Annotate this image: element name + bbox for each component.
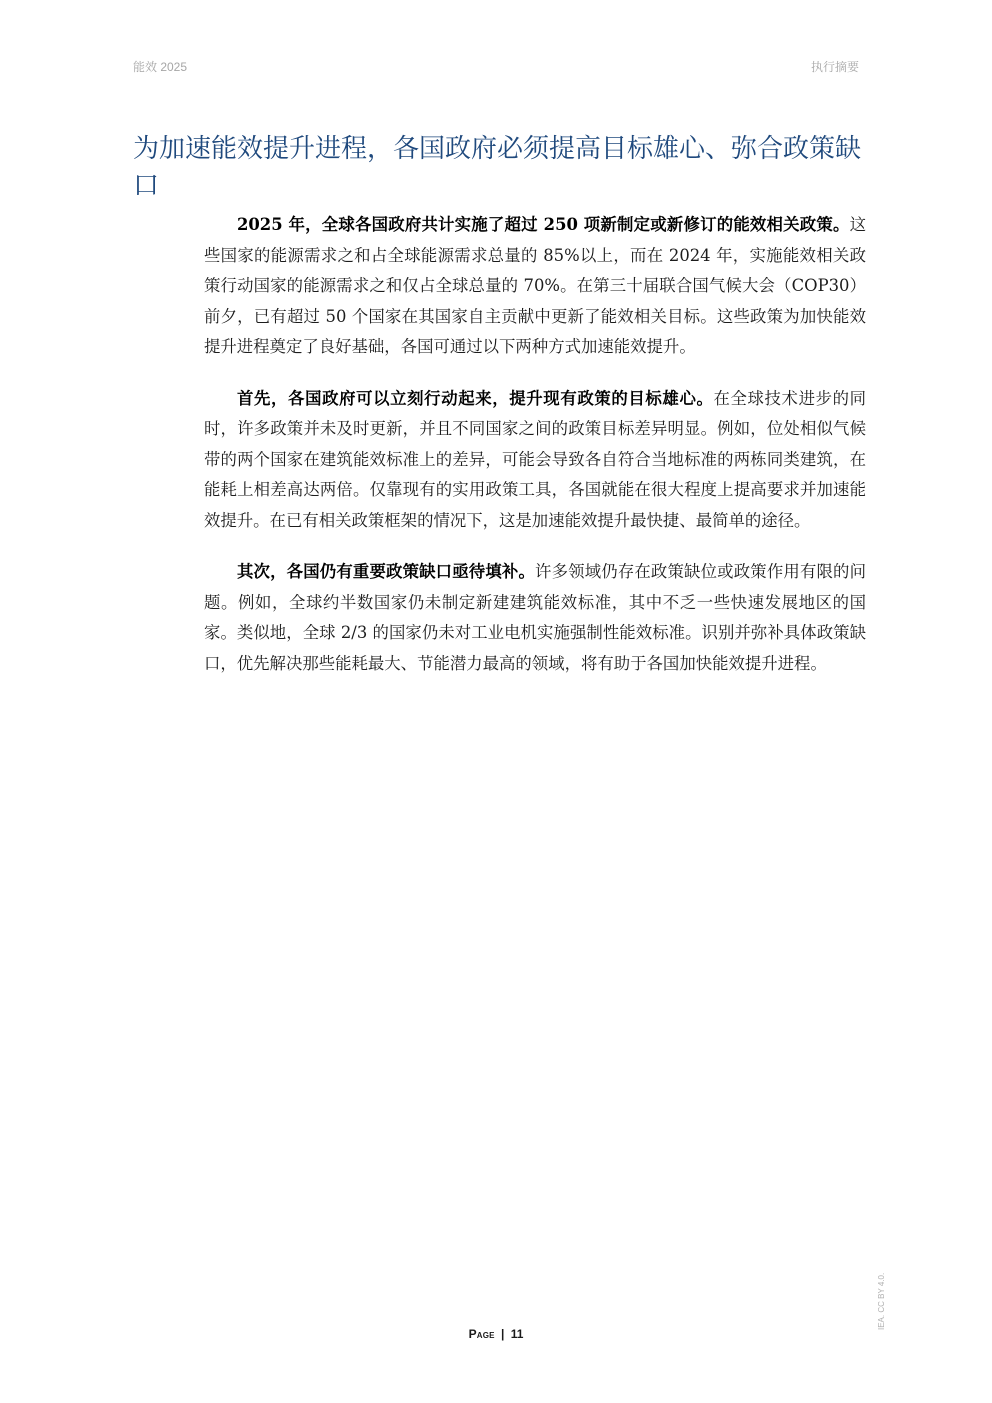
paragraph-text: 许多领域仍存在政策缺位或政策作用有限的问题。例如，全球约半数国家仍未制定新建建筑能效标准，其中不乏一些快速发展地区的国家。类似地，全球 2/3 的国家仍未对工业电机实施强制性能效标准。识别并弥补具体政策缺口，优先解决那些能耗最大、节能潜力最高的领域，将有助于各国加快能效提升进程。 xyxy=(204,562,867,673)
page-footer xyxy=(0,1327,992,1341)
body-text xyxy=(204,210,866,700)
paragraph xyxy=(204,384,866,537)
paragraph-text: 在全球技术进步的同时，许多政策并未及时更新，并且不同国家之间的政策目标差异明显。例如，位处相似气候带的两个国家在建筑能效标准上的差异，可能会导致各自符合当地标准的两栋同类建筑，在能耗上相差高达两倍。仅靠现有的实用政策工具，各国就能在很大程度上提高要求并加速能效提升。在已有相关政策框架的情况下，这是加速能效提升最快捷、最简单的途径。 xyxy=(204,388,867,530)
paragraph-lead: 首先，各国政府可以立刻行动起来，提升现有政策的目标雄心。 xyxy=(237,388,714,408)
page-label: Page xyxy=(468,1327,495,1341)
chapter-title: 执行摘要 xyxy=(810,60,859,74)
paragraph-text: 这些国家的能源需求之和占全球能源需求总量的 85%以上，而在 2024 年，实施能效相关政策行动国家的能源需求之和仅占全球总量的 70%。在第三十届联合国气候大会（COP30）前夕，已有超过 50 个国家在其国家自主贡献中更新了能效相关目标。这些政策为加快能效提升进程奠定了良好基础，各国可通过以下两种方式加速能效提升。 xyxy=(204,215,866,356)
page-number: 11 xyxy=(510,1327,524,1341)
running-header xyxy=(133,58,859,78)
page-separator: | xyxy=(501,1327,505,1341)
report-title: 能效 2025 xyxy=(133,60,188,74)
paragraph-lead: 2025 年，全球各国政府共计实施了超过 250 项新制定或新修订的能效相关政策。 xyxy=(237,215,850,234)
paragraph xyxy=(204,210,866,363)
paragraph xyxy=(204,557,866,679)
section-heading: 为加速能效提升进程，各国政府必须提高目标雄心、弥合政策缺口 xyxy=(133,134,862,201)
paragraph-lead: 其次，各国仍有重要政策缺口亟待填补。 xyxy=(237,562,536,581)
license-note: IEA. CC BY 4.0. xyxy=(877,1272,886,1330)
